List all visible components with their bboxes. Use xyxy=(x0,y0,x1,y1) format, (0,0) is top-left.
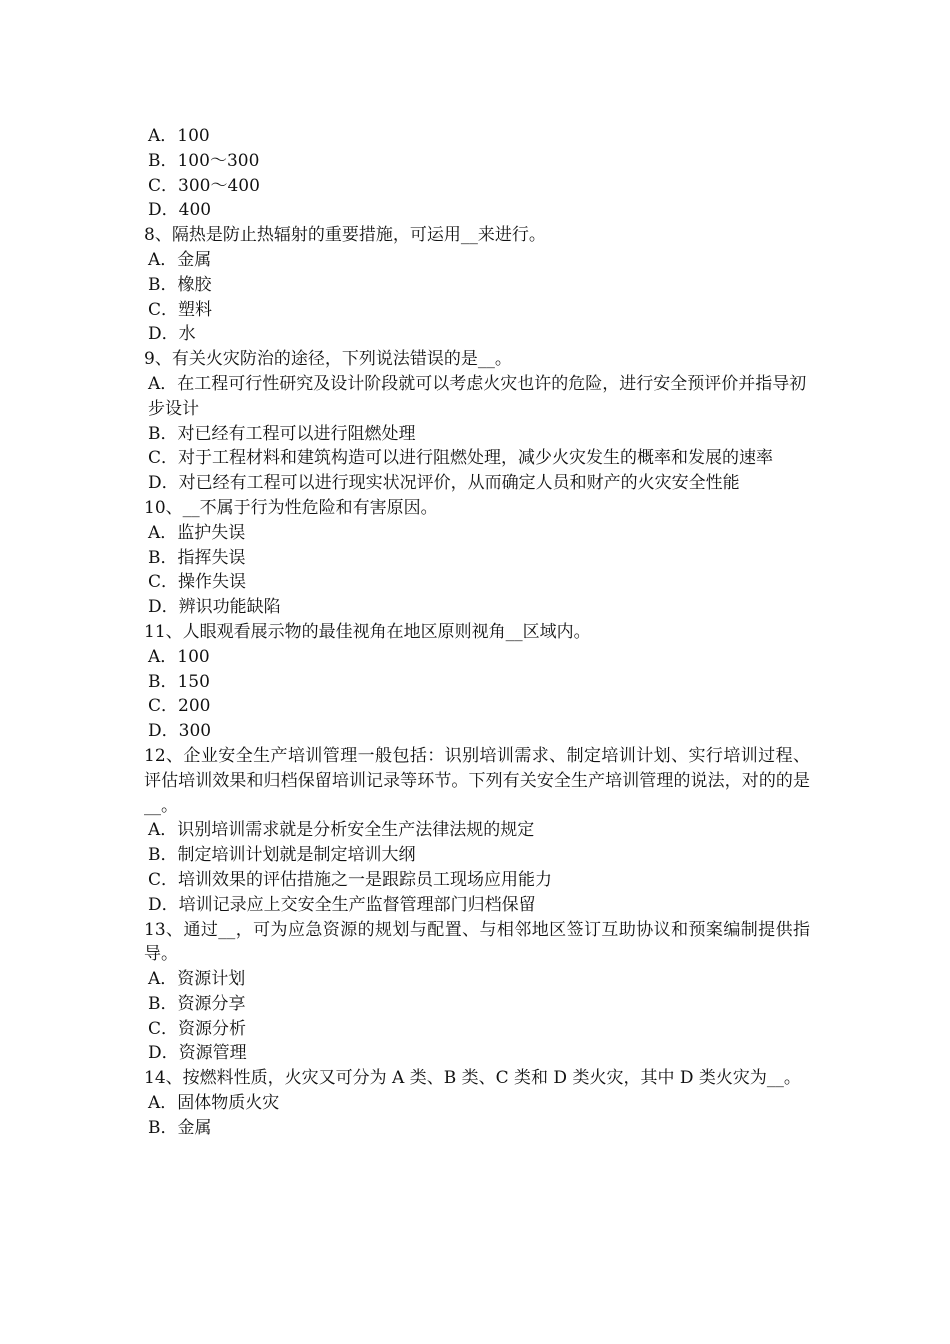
answer-option: D．水 xyxy=(148,324,196,345)
answer-option: A．100 xyxy=(148,646,210,667)
question-text: 13、通过__，可为应急资源的规划与配置、与相邻地区签订互助协议和预案编制提供指导。 xyxy=(144,919,810,965)
question-text: 14、按燃料性质，火灾又可分为 A 类、B 类、C 类和 D 类火灾，其中 D 类火灾为__。 xyxy=(144,1068,801,1089)
answer-option: B．150 xyxy=(148,671,210,692)
answer-option: C．资源分析 xyxy=(148,1018,247,1039)
question-list xyxy=(144,124,810,1141)
question-text: 8、隔热是防止热辐射的重要措施，可运用__来进行。 xyxy=(144,225,546,246)
answer-option: D．辨识功能缺陷 xyxy=(148,597,281,618)
answer-option: D．300 xyxy=(148,721,212,742)
answer-option: C．培训效果的评估措施之一是跟踪员工现场应用能力 xyxy=(148,869,553,890)
answer-option: B．指挥失误 xyxy=(148,547,246,568)
answer-option: A．金属 xyxy=(148,249,212,270)
answer-option: D．对已经有工程可以进行现实状况评价，从而确定人员和财产的火灾安全性能 xyxy=(148,473,740,494)
answer-option: C．对于工程材料和建筑构造可以进行阻燃处理，减少火灾发生的概率和发展的速率 xyxy=(148,448,774,469)
answer-option: D．400 xyxy=(148,200,212,221)
answer-option: B．对已经有工程可以进行阻燃处理 xyxy=(148,423,416,444)
answer-option: B．制定培训计划就是制定培训大纲 xyxy=(148,845,416,866)
answer-option: D．资源管理 xyxy=(148,1043,247,1064)
answer-option: C．200 xyxy=(148,696,211,717)
answer-option: B．资源分享 xyxy=(148,993,246,1014)
answer-option: A．识别培训需求就是分析安全生产法律法规的规定 xyxy=(148,820,535,841)
answer-option: C．300～400 xyxy=(148,175,260,196)
answer-option: C．操作失误 xyxy=(148,572,247,593)
question-text: 9、有关火灾防治的途径，下列说法错误的是__。 xyxy=(144,349,512,370)
answer-option: A．监护失误 xyxy=(148,522,246,543)
answer-option: A．资源计划 xyxy=(148,969,246,990)
document-page xyxy=(144,124,810,1141)
answer-option: B．橡胶 xyxy=(148,274,212,295)
answer-option: A．在工程可行性研究及设计阶段就可以考虑火灾也许的危险，进行安全预评价并指导初步设计 xyxy=(148,373,807,419)
question-text: 12、企业安全生产培训管理一般包括：识别培训需求、制定培训计划、实行培训过程、评估培训效果和归档保留培训记录等环节。下列有关安全生产培训管理的说法，对的的是__。 xyxy=(144,745,810,816)
answer-option: A．100 xyxy=(148,126,210,146)
question-text: 11、人眼观看展示物的最佳视角在地区原则视角__区域内。 xyxy=(144,621,591,642)
question-text: 10、__不属于行为性危险和有害原因。 xyxy=(144,497,438,518)
answer-option: B．100～300 xyxy=(148,150,260,171)
answer-option: D．培训记录应上交安全生产监督管理部门归档保留 xyxy=(148,894,536,915)
answer-option: A．固体物质火灾 xyxy=(148,1093,280,1114)
answer-option: C．塑料 xyxy=(148,299,213,320)
answer-option: B．金属 xyxy=(148,1117,212,1138)
